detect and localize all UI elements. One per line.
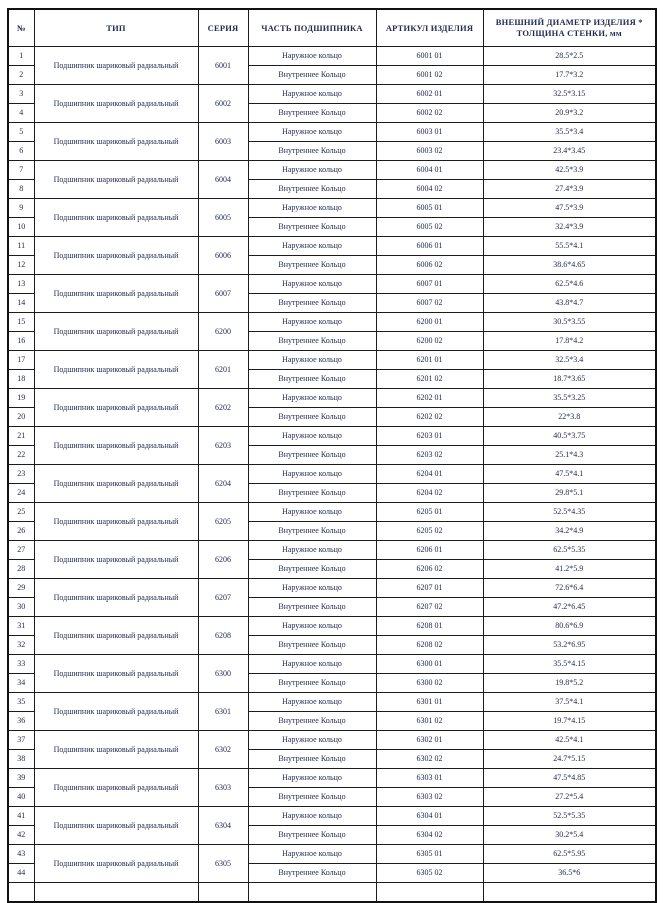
size-cell: 30.2*5.4 — [483, 826, 656, 845]
table-row — [8, 655, 656, 674]
bearing-part-cell: Наружное кольцо — [248, 199, 376, 218]
bearing-part-cell: Внутреннее Кольцо — [248, 332, 376, 351]
row-number-cell: 4 — [8, 104, 34, 123]
bearing-part-cell: Внутреннее Кольцо — [248, 66, 376, 85]
series-cell: 6003 — [198, 123, 248, 161]
bearing-type-cell: Подшипник шариковый радиальный — [34, 655, 198, 693]
header-number: № — [8, 9, 34, 47]
size-cell: 62.5*5.95 — [483, 845, 656, 864]
size-cell: 47.5*4.85 — [483, 769, 656, 788]
header-article: АРТИКУЛ ИЗДЕЛИЯ — [376, 9, 483, 47]
table-row — [8, 579, 656, 598]
bearing-part-cell: Наружное кольцо — [248, 807, 376, 826]
series-cell: 6301 — [198, 693, 248, 731]
size-cell: 17.8*4.2 — [483, 332, 656, 351]
row-number-cell: 26 — [8, 522, 34, 541]
bearing-part-cell: Наружное кольцо — [248, 693, 376, 712]
row-number-cell: 25 — [8, 503, 34, 522]
bearing-type-cell: Подшипник шариковый радиальный — [34, 693, 198, 731]
bearing-part-cell: Внутреннее Кольцо — [248, 370, 376, 389]
bearing-type-cell: Подшипник шариковый радиальный — [34, 123, 198, 161]
bearing-type-cell: Подшипник шариковый радиальный — [34, 807, 198, 845]
row-number-cell: 14 — [8, 294, 34, 313]
bearing-part-cell: Наружное кольцо — [248, 237, 376, 256]
article-cell: 6004 02 — [376, 180, 483, 199]
article-cell: 6300 01 — [376, 655, 483, 674]
series-cell: 6205 — [198, 503, 248, 541]
article-cell: 6204 02 — [376, 484, 483, 503]
row-number-cell: 39 — [8, 769, 34, 788]
series-cell: 6004 — [198, 161, 248, 199]
bearing-type-cell: Подшипник шариковый радиальный — [34, 503, 198, 541]
header-outer-diameter-line1: ВНЕШНИЙ ДИАМЕТР ИЗДЕЛИЯ * — [495, 17, 643, 28]
series-cell: 6305 — [198, 845, 248, 883]
series-cell: 6006 — [198, 237, 248, 275]
size-cell: 17.7*3.2 — [483, 66, 656, 85]
table-row — [8, 389, 656, 408]
table-row — [8, 161, 656, 180]
table-row — [8, 47, 656, 66]
article-cell: 6001 01 — [376, 47, 483, 66]
article-cell: 6006 02 — [376, 256, 483, 275]
size-cell: 42.5*3.9 — [483, 161, 656, 180]
size-cell: 19.8*5.2 — [483, 674, 656, 693]
bearing-type-cell: Подшипник шариковый радиальный — [34, 845, 198, 883]
series-cell: 6001 — [198, 47, 248, 85]
article-cell: 6005 02 — [376, 218, 483, 237]
row-number-cell: 9 — [8, 199, 34, 218]
table-row — [8, 845, 656, 864]
row-number-cell: 27 — [8, 541, 34, 560]
size-cell: 53.2*6.95 — [483, 636, 656, 655]
bearing-type-cell: Подшипник шариковый радиальный — [34, 427, 198, 465]
bearing-part-cell: Наружное кольцо — [248, 579, 376, 598]
bearing-type-cell: Подшипник шариковый радиальный — [34, 47, 198, 85]
size-cell: 72.6*6.4 — [483, 579, 656, 598]
bearing-type-cell: Подшипник шариковый радиальный — [34, 161, 198, 199]
series-cell — [198, 883, 248, 903]
article-cell: 6301 02 — [376, 712, 483, 731]
header-row — [8, 9, 656, 47]
row-number-cell: 17 — [8, 351, 34, 370]
bearing-part-cell — [248, 883, 376, 903]
bearing-part-cell: Наружное кольцо — [248, 161, 376, 180]
series-cell: 6304 — [198, 807, 248, 845]
size-cell: 37.5*4.1 — [483, 693, 656, 712]
row-number-cell: 29 — [8, 579, 34, 598]
header-outer-diameter-line2: ТОЛЩИНА СТЕНКИ, мм — [516, 28, 622, 38]
bearing-part-cell: Внутреннее Кольцо — [248, 750, 376, 769]
table-row — [8, 769, 656, 788]
bearing-part-cell: Внутреннее Кольцо — [248, 560, 376, 579]
row-number-cell: 19 — [8, 389, 34, 408]
bearing-type-cell: Подшипник шариковый радиальный — [34, 275, 198, 313]
table-row — [8, 541, 656, 560]
bearing-part-cell: Внутреннее Кольцо — [248, 218, 376, 237]
bearing-type-cell: Подшипник шариковый радиальный — [34, 465, 198, 503]
size-cell: 32.5*3.4 — [483, 351, 656, 370]
row-number-cell: 12 — [8, 256, 34, 275]
size-cell: 35.5*3.4 — [483, 123, 656, 142]
article-cell: 6302 02 — [376, 750, 483, 769]
bearing-part-cell: Внутреннее Кольцо — [248, 484, 376, 503]
bearing-part-cell: Внутреннее Кольцо — [248, 598, 376, 617]
table-row — [8, 427, 656, 446]
row-number-cell: 30 — [8, 598, 34, 617]
article-cell: 6202 01 — [376, 389, 483, 408]
row-number-cell: 10 — [8, 218, 34, 237]
row-number-cell: 33 — [8, 655, 34, 674]
article-cell: 6303 02 — [376, 788, 483, 807]
bearing-part-cell: Наружное кольцо — [248, 85, 376, 104]
article-cell: 6300 02 — [376, 674, 483, 693]
bearing-part-cell: Внутреннее Кольцо — [248, 142, 376, 161]
article-cell: 6206 01 — [376, 541, 483, 560]
row-number-cell: 23 — [8, 465, 34, 484]
bearing-part-cell: Внутреннее Кольцо — [248, 446, 376, 465]
row-number-cell: 36 — [8, 712, 34, 731]
table-row — [8, 313, 656, 332]
table-row — [8, 85, 656, 104]
row-number-cell: 44 — [8, 864, 34, 883]
bearing-part-cell: Наружное кольцо — [248, 427, 376, 446]
bearing-part-cell: Внутреннее Кольцо — [248, 674, 376, 693]
row-number-cell: 11 — [8, 237, 34, 256]
row-number-cell: 16 — [8, 332, 34, 351]
series-cell: 6002 — [198, 85, 248, 123]
article-cell: 6207 02 — [376, 598, 483, 617]
article-cell: 6208 02 — [376, 636, 483, 655]
row-number-cell: 42 — [8, 826, 34, 845]
size-cell: 47.5*4.1 — [483, 465, 656, 484]
bearing-type-cell: Подшипник шариковый радиальный — [34, 389, 198, 427]
table-row — [8, 693, 656, 712]
article-cell: 6003 01 — [376, 123, 483, 142]
article-cell: 6003 02 — [376, 142, 483, 161]
size-cell: 43.8*4.7 — [483, 294, 656, 313]
row-number-cell: 18 — [8, 370, 34, 389]
size-cell: 20.9*3.2 — [483, 104, 656, 123]
header-type: ТИП — [34, 9, 198, 47]
size-cell: 27.2*5.4 — [483, 788, 656, 807]
size-cell: 41.2*5.9 — [483, 560, 656, 579]
size-cell: 62.5*5.35 — [483, 541, 656, 560]
bearing-part-cell: Наружное кольцо — [248, 617, 376, 636]
size-cell — [483, 883, 656, 903]
series-cell: 6202 — [198, 389, 248, 427]
row-number-cell: 24 — [8, 484, 34, 503]
row-number-cell: 1 — [8, 47, 34, 66]
series-cell: 6207 — [198, 579, 248, 617]
article-cell: 6201 02 — [376, 370, 483, 389]
article-cell: 6007 01 — [376, 275, 483, 294]
article-cell: 6205 02 — [376, 522, 483, 541]
size-cell: 47.5*3.9 — [483, 199, 656, 218]
article-cell: 6005 01 — [376, 199, 483, 218]
row-number-cell: 20 — [8, 408, 34, 427]
row-number-cell: 5 — [8, 123, 34, 142]
article-cell: 6004 01 — [376, 161, 483, 180]
size-cell: 38.6*4.65 — [483, 256, 656, 275]
row-number-cell — [8, 883, 34, 903]
bearing-part-cell: Внутреннее Кольцо — [248, 180, 376, 199]
size-cell: 27.4*3.9 — [483, 180, 656, 199]
table-row — [8, 617, 656, 636]
article-cell: 6002 01 — [376, 85, 483, 104]
article-cell: 6304 02 — [376, 826, 483, 845]
bearing-part-cell: Наружное кольцо — [248, 655, 376, 674]
article-cell: 6200 02 — [376, 332, 483, 351]
bearing-type-cell: Подшипник шариковый радиальный — [34, 351, 198, 389]
article-cell: 6303 01 — [376, 769, 483, 788]
bearing-type-cell: Подшипник шариковый радиальный — [34, 541, 198, 579]
table-row — [8, 237, 656, 256]
bearing-part-cell: Наружное кольцо — [248, 731, 376, 750]
bearing-part-cell: Внутреннее Кольцо — [248, 294, 376, 313]
row-number-cell: 37 — [8, 731, 34, 750]
bearing-part-cell: Наружное кольцо — [248, 465, 376, 484]
bearing-type-cell: Подшипник шариковый радиальный — [34, 313, 198, 351]
row-number-cell: 6 — [8, 142, 34, 161]
header-bearing-part: ЧАСТЬ ПОДШИПНИКА — [248, 9, 376, 47]
size-cell: 62.5*4.6 — [483, 275, 656, 294]
table-row — [8, 465, 656, 484]
article-cell: 6304 01 — [376, 807, 483, 826]
bearing-part-cell: Внутреннее Кольцо — [248, 864, 376, 883]
series-cell: 6005 — [198, 199, 248, 237]
bearing-part-cell: Наружное кольцо — [248, 47, 376, 66]
bearing-type-cell: Подшипник шариковый радиальный — [34, 199, 198, 237]
article-cell: 6208 01 — [376, 617, 483, 636]
article-cell: 6302 01 — [376, 731, 483, 750]
bearing-part-cell: Внутреннее Кольцо — [248, 712, 376, 731]
bearing-type-cell: Подшипник шариковый радиальный — [34, 731, 198, 769]
table-row — [8, 503, 656, 522]
size-cell: 34.2*4.9 — [483, 522, 656, 541]
size-cell: 52.5*4.35 — [483, 503, 656, 522]
row-number-cell: 38 — [8, 750, 34, 769]
bearing-part-cell: Наружное кольцо — [248, 541, 376, 560]
bearing-table — [7, 8, 657, 903]
series-cell: 6300 — [198, 655, 248, 693]
size-cell: 36.5*6 — [483, 864, 656, 883]
bearing-part-cell: Наружное кольцо — [248, 275, 376, 294]
table-header — [8, 9, 656, 47]
row-number-cell: 15 — [8, 313, 34, 332]
size-cell: 23.4*3.45 — [483, 142, 656, 161]
article-cell: 6301 01 — [376, 693, 483, 712]
row-number-cell: 7 — [8, 161, 34, 180]
row-number-cell: 28 — [8, 560, 34, 579]
series-cell: 6206 — [198, 541, 248, 579]
bearing-part-cell: Внутреннее Кольцо — [248, 636, 376, 655]
bearing-part-cell: Наружное кольцо — [248, 769, 376, 788]
size-cell: 19.7*4.15 — [483, 712, 656, 731]
size-cell: 32.4*3.9 — [483, 218, 656, 237]
series-cell: 6200 — [198, 313, 248, 351]
size-cell: 28.5*2.5 — [483, 47, 656, 66]
row-number-cell: 31 — [8, 617, 34, 636]
table-row — [8, 199, 656, 218]
article-cell: 6001 02 — [376, 66, 483, 85]
bearing-part-cell: Наружное кольцо — [248, 845, 376, 864]
article-cell: 6203 02 — [376, 446, 483, 465]
series-cell: 6201 — [198, 351, 248, 389]
header-series: СЕРИЯ — [198, 9, 248, 47]
row-number-cell: 21 — [8, 427, 34, 446]
article-cell: 6002 02 — [376, 104, 483, 123]
series-cell: 6303 — [198, 769, 248, 807]
table-row — [8, 807, 656, 826]
row-number-cell: 13 — [8, 275, 34, 294]
row-number-cell: 35 — [8, 693, 34, 712]
table-row — [8, 731, 656, 750]
size-cell: 24.7*5.15 — [483, 750, 656, 769]
table-row — [8, 351, 656, 370]
bearing-part-cell: Наружное кольцо — [248, 313, 376, 332]
article-cell: 6305 02 — [376, 864, 483, 883]
bearing-part-cell: Наружное кольцо — [248, 503, 376, 522]
article-cell — [376, 883, 483, 903]
size-cell: 40.5*3.75 — [483, 427, 656, 446]
series-cell: 6204 — [198, 465, 248, 503]
article-cell: 6007 02 — [376, 294, 483, 313]
size-cell: 35.5*4.15 — [483, 655, 656, 674]
article-cell: 6305 01 — [376, 845, 483, 864]
bearing-part-cell: Внутреннее Кольцо — [248, 256, 376, 275]
header-outer-diameter — [483, 9, 656, 47]
article-cell: 6203 01 — [376, 427, 483, 446]
bearing-part-cell: Внутреннее Кольцо — [248, 104, 376, 123]
series-cell: 6007 — [198, 275, 248, 313]
size-cell: 29.8*5.1 — [483, 484, 656, 503]
article-cell: 6006 01 — [376, 237, 483, 256]
row-number-cell: 40 — [8, 788, 34, 807]
article-cell: 6200 01 — [376, 313, 483, 332]
article-cell: 6204 01 — [376, 465, 483, 484]
article-cell: 6205 01 — [376, 503, 483, 522]
row-number-cell: 22 — [8, 446, 34, 465]
bearing-part-cell: Внутреннее Кольцо — [248, 826, 376, 845]
bearing-part-cell: Внутреннее Кольцо — [248, 788, 376, 807]
row-number-cell: 2 — [8, 66, 34, 85]
partial-next-row — [8, 883, 656, 903]
size-cell: 42.5*4.1 — [483, 731, 656, 750]
row-number-cell: 43 — [8, 845, 34, 864]
size-cell: 30.5*3.55 — [483, 313, 656, 332]
size-cell: 32.5*3.15 — [483, 85, 656, 104]
table-row — [8, 275, 656, 294]
row-number-cell: 32 — [8, 636, 34, 655]
bearing-part-cell: Внутреннее Кольцо — [248, 522, 376, 541]
bearing-type-cell: Подшипник шариковый радиальный — [34, 237, 198, 275]
series-cell: 6302 — [198, 731, 248, 769]
row-number-cell: 34 — [8, 674, 34, 693]
size-cell: 55.5*4.1 — [483, 237, 656, 256]
size-cell: 22*3.8 — [483, 408, 656, 427]
bearing-type-cell: Подшипник шариковый радиальный — [34, 579, 198, 617]
series-cell: 6208 — [198, 617, 248, 655]
bearing-type-cell: Подшипник шариковый радиальный — [34, 85, 198, 123]
bearing-table-body — [8, 47, 656, 883]
size-cell: 80.6*6.9 — [483, 617, 656, 636]
row-number-cell: 41 — [8, 807, 34, 826]
bearing-part-cell: Наружное кольцо — [248, 123, 376, 142]
bearing-part-cell: Внутреннее Кольцо — [248, 408, 376, 427]
article-cell: 6201 01 — [376, 351, 483, 370]
row-number-cell: 3 — [8, 85, 34, 104]
size-cell: 52.5*5.35 — [483, 807, 656, 826]
bearing-part-cell: Наружное кольцо — [248, 389, 376, 408]
partial-next-row-body — [8, 883, 656, 903]
row-number-cell: 8 — [8, 180, 34, 199]
size-cell: 35.5*3.25 — [483, 389, 656, 408]
bearing-type-cell: Подшипник шариковый радиальный — [34, 617, 198, 655]
article-cell: 6202 02 — [376, 408, 483, 427]
size-cell: 25.1*4.3 — [483, 446, 656, 465]
bearing-type-cell — [34, 883, 198, 903]
size-cell: 18.7*3.65 — [483, 370, 656, 389]
series-cell: 6203 — [198, 427, 248, 465]
bearing-part-cell: Наружное кольцо — [248, 351, 376, 370]
article-cell: 6206 02 — [376, 560, 483, 579]
bearing-type-cell: Подшипник шариковый радиальный — [34, 769, 198, 807]
article-cell: 6207 01 — [376, 579, 483, 598]
size-cell: 47.2*6.45 — [483, 598, 656, 617]
table-row — [8, 123, 656, 142]
